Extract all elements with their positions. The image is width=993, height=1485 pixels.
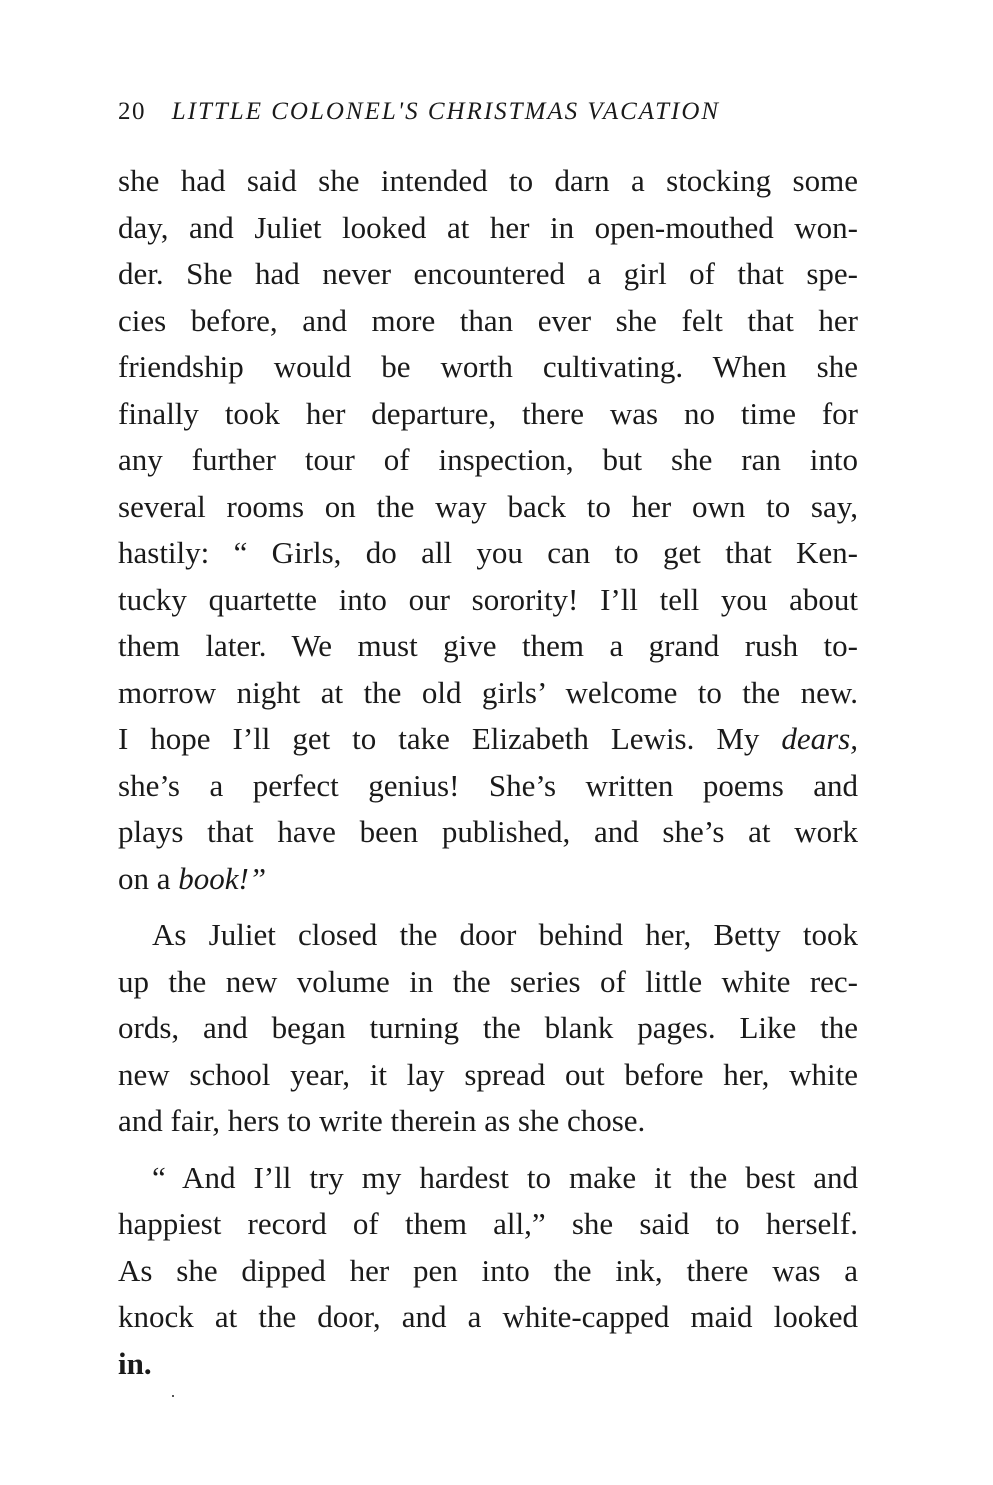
text-segment: on a bbox=[118, 860, 171, 896]
text-line: As Juliet closed the door behind her, Betty took bbox=[152, 917, 858, 952]
text-line: morrow night at the old girls’ welcome to the new. bbox=[118, 674, 858, 710]
text-line-with-italic bbox=[118, 716, 858, 763]
text-line: friendship would be worth cultivating. When she bbox=[118, 349, 858, 384]
running-title: LITTLE COLONEL'S CHRISTMAS VACATION bbox=[171, 98, 721, 125]
text-line: she’s a perfect genius! She’s written poems and bbox=[118, 767, 858, 803]
body-text bbox=[118, 158, 858, 1387]
running-head bbox=[118, 94, 858, 130]
text-line: up the new volume in the series of little white rec- bbox=[118, 963, 858, 999]
text-line: in. bbox=[118, 1345, 152, 1381]
text-line: knock at the door, and a white-capped maid looked bbox=[118, 1299, 858, 1334]
text-line: day, and Juliet looked at her in open-mouthed won- bbox=[118, 209, 858, 245]
text-line-with-italic bbox=[118, 856, 858, 903]
text-line: der. She had never encountered a girl of that spe- bbox=[118, 256, 858, 291]
text-line: As she dipped her pen into the ink, there was a bbox=[118, 1252, 858, 1288]
text-line: any further tour of inspection, but she ran into bbox=[118, 442, 858, 477]
text-line: new school year, it lay spread out before her, white bbox=[118, 1056, 858, 1092]
text-line: them later. We must give them a grand rush to- bbox=[118, 628, 858, 663]
italic-word: book!” bbox=[178, 860, 267, 896]
text-line: tucky quartette into our sorority! I’ll tell you about bbox=[118, 581, 858, 617]
text-line: finally took her departure, there was no time for bbox=[118, 395, 858, 431]
text-line: happiest record of them all,” she said to herself. bbox=[118, 1206, 858, 1241]
text-line: she had said she intended to darn a stocking some bbox=[118, 163, 858, 198]
ink-speck bbox=[172, 1395, 174, 1397]
text-segment: I hope I’ll get to take Elizabeth Lewis. My bbox=[118, 721, 760, 756]
page-number: 20 bbox=[118, 98, 146, 125]
text-line: and fair, hers to write therein as she chose. bbox=[118, 1103, 646, 1138]
italic-word: dears, bbox=[781, 721, 858, 756]
text-line: cies before, and more than ever she felt that her bbox=[118, 302, 858, 338]
text-line: hastily: “ Girls, do all you can to get that Ken- bbox=[118, 535, 858, 570]
text-line: ords, and began turning the blank pages. Like the bbox=[118, 1010, 858, 1045]
text-line: plays that have been published, and she’s at work bbox=[118, 814, 858, 849]
text-line: several rooms on the way back to her own to say, bbox=[118, 488, 858, 524]
text-line: “ And I’ll try my hardest to make it the best and bbox=[152, 1159, 858, 1195]
